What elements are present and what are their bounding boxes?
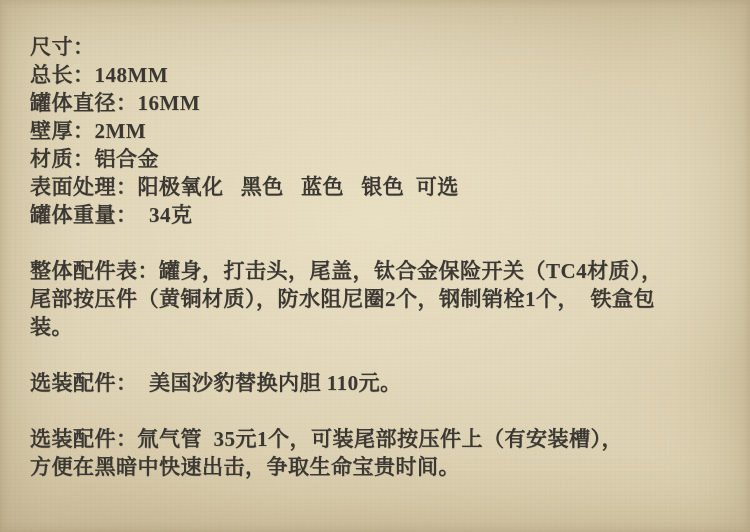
parts-line-1: 整体配件表：罐身，打击头，尾盖，钛合金保险开关（TC4材质）， (30, 259, 663, 283)
optional-liner-line: 选装配件： 美国沙豹替换内胆 110元。 (30, 371, 402, 395)
optional-tritium-line-1: 选装配件：氚气管 35元1个，可装尾部按压件上（有安装槽）， (30, 427, 623, 451)
spec-line-material: 材质：铝合金 (30, 147, 159, 171)
spec-line-total-length: 总长：148MM (30, 63, 169, 87)
spec-line-size-heading: 尺寸： (30, 35, 95, 59)
optional-tritium-section (30, 425, 722, 481)
spec-line-body-weight: 罐体重量： 34克 (30, 203, 193, 227)
optional-liner-section (30, 369, 722, 397)
spec-line-wall-thickness: 壁厚：2MM (30, 119, 147, 143)
optional-tritium-line-2: 方便在黑暗中快速出击，争取生命宝贵时间。 (30, 455, 460, 479)
spec-section (30, 33, 722, 229)
parts-list-section (30, 257, 722, 341)
parts-line-3: 装。 (30, 315, 73, 339)
parts-line-2: 尾部按压件（黄铜材质），防水阻尼圈2个，钢制销栓1个， 铁盒包 (30, 287, 655, 311)
spec-line-body-diameter: 罐体直径：16MM (30, 91, 201, 115)
spec-line-surface-finish: 表面处理：阳极氧化 黑色 蓝色 银色 可选 (30, 175, 459, 199)
